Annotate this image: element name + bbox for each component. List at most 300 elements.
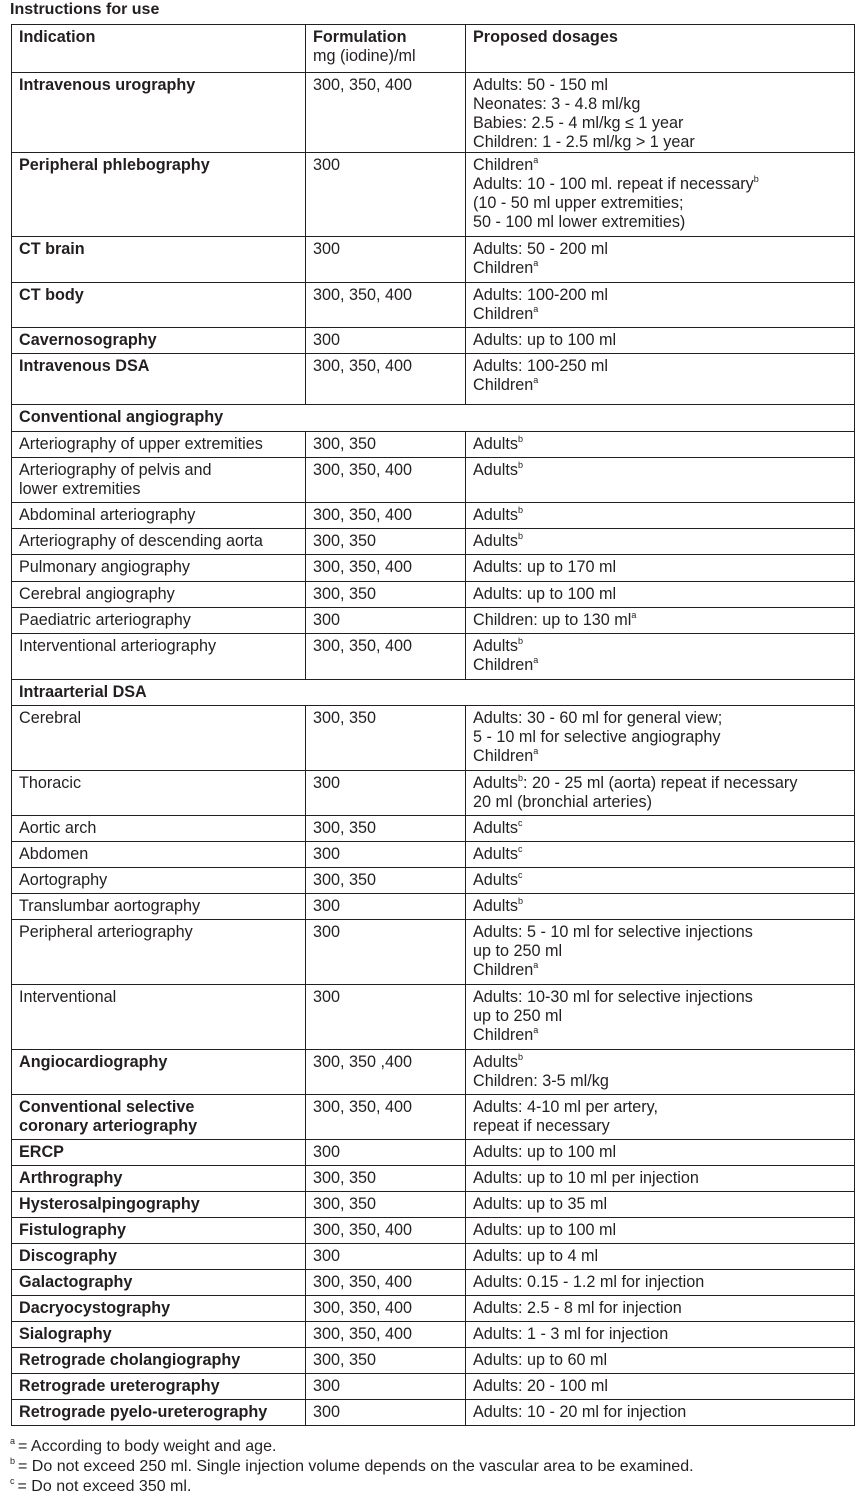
footnote-text: = Do not exceed 350 ml. — [17, 1478, 192, 1495]
indication-text: Intravenous urography — [19, 76, 196, 94]
dosage-cell — [466, 237, 855, 283]
formulation-cell — [306, 1140, 466, 1166]
dosage-line — [473, 558, 847, 577]
formulation-text: 300, 350 — [313, 435, 377, 453]
dosage-line — [473, 133, 847, 152]
formulation-cell — [306, 1244, 466, 1270]
dosage-text: Children — [473, 656, 534, 674]
dosage-text: Adults: up to 35 ml — [473, 1195, 608, 1213]
formulation-text: 300, 350, 400 — [313, 461, 413, 479]
formulation-text: 300, 350, 400 — [313, 1299, 413, 1317]
dosage-text: 5 - 10 ml for selective angiography — [473, 728, 721, 746]
formulation-text: 300 — [313, 1143, 341, 1161]
dosage-text: Children — [473, 1026, 534, 1044]
dosage-line — [473, 819, 847, 838]
dosage-line — [473, 747, 847, 766]
indication-cell — [12, 920, 306, 985]
footnote-marker: a — [533, 304, 539, 314]
dosage-line — [473, 194, 847, 213]
indication-text: Intravenous DSA — [19, 357, 150, 375]
dosage-line — [473, 259, 847, 278]
indication-text: Discography — [19, 1247, 118, 1265]
indication-text: CT brain — [19, 240, 85, 258]
formulation-cell — [306, 153, 466, 237]
table-row — [12, 328, 855, 354]
formulation-cell — [306, 354, 466, 405]
dosage-text: Children: 1 - 2.5 ml/kg > 1 year — [473, 133, 695, 151]
dosage-text: Adults: up to 100 ml — [473, 1221, 617, 1239]
dosage-cell — [466, 816, 855, 842]
table-row — [12, 458, 855, 503]
formulation-text: 300 — [313, 240, 341, 258]
dosage-text: Adults: 2.5 - 8 ml for injection — [473, 1299, 682, 1317]
indication-cell — [12, 529, 306, 555]
dosage-cell — [466, 771, 855, 816]
formulation-cell — [306, 1218, 466, 1244]
indication-text: Cavernosography — [19, 331, 157, 349]
footnote-marker: a — [631, 610, 637, 620]
dosage-line — [473, 709, 847, 728]
formulation-text: 300 — [313, 156, 341, 174]
formulation-cell — [306, 842, 466, 868]
formulation-cell — [306, 328, 466, 354]
dosage-line — [473, 357, 847, 376]
formulation-cell — [306, 1400, 466, 1426]
indication-cell — [12, 354, 306, 405]
table-row — [12, 771, 855, 816]
dosage-text: Adults: up to 100 ml — [473, 1143, 617, 1161]
indication-cell — [12, 868, 306, 894]
indication-cell — [12, 153, 306, 237]
indication-cell — [12, 771, 306, 816]
indication-text: Aortography — [19, 871, 108, 889]
formulation-text: 300 — [313, 331, 341, 349]
indication-text: Paediatric arteriography — [19, 611, 191, 629]
footnote — [10, 1477, 694, 1497]
formulation-text: 300, 350, 400 — [313, 1325, 413, 1343]
dosage-text: Adults — [473, 506, 518, 524]
table-row — [12, 634, 855, 680]
indication-text: Sialography — [19, 1325, 112, 1343]
table-row — [12, 1166, 855, 1192]
formulation-text: 300, 350, 400 — [313, 637, 413, 655]
dosage-line — [473, 1273, 847, 1292]
indication-cell — [12, 503, 306, 529]
header-dosage: Proposed dosages — [466, 25, 855, 73]
dosage-text: Adults — [473, 435, 518, 453]
formulation-text: 300, 350 — [313, 1351, 377, 1369]
formulation-cell — [306, 1050, 466, 1095]
table-row — [12, 73, 855, 153]
indication-cell — [12, 1322, 306, 1348]
footnote-marker: b — [518, 505, 524, 515]
formulation-text: 300, 350 ,400 — [313, 1053, 413, 1071]
formulation-cell — [306, 1348, 466, 1374]
table-row — [12, 608, 855, 634]
dosage-cell — [466, 842, 855, 868]
footnote-marker: b — [518, 531, 524, 541]
indication-cell — [12, 1374, 306, 1400]
dosage-text: Adults: up to 170 ml — [473, 558, 617, 576]
dosage-cell — [466, 1374, 855, 1400]
dosage-line — [473, 1026, 847, 1045]
dosage-text: Adults: 100-200 ml — [473, 286, 608, 304]
footnote-marker: a — [533, 258, 539, 268]
dosage-line — [473, 331, 847, 350]
indication-cell — [12, 1218, 306, 1244]
dosage-text: Adults: 10-30 ml for selective injections — [473, 988, 753, 1006]
formulation-cell — [306, 1192, 466, 1218]
table-row — [12, 1050, 855, 1095]
footnote-mark: c — [10, 1476, 15, 1486]
formulation-cell — [306, 458, 466, 503]
dosage-text: Adults: up to 60 ml — [473, 1351, 608, 1369]
dosage-line — [473, 156, 847, 175]
table-row — [12, 354, 855, 405]
dosage-line — [473, 114, 847, 133]
dosage-text: Adults — [473, 871, 518, 889]
table-row — [12, 1095, 855, 1140]
indication-cell — [12, 1095, 306, 1140]
dosage-line — [473, 656, 847, 675]
dosage-cell — [466, 1095, 855, 1140]
footnote-marker: b — [518, 636, 524, 646]
formulation-text: 300 — [313, 897, 341, 915]
formulation-cell — [306, 706, 466, 771]
dosage-text: Adults: 20 - 100 ml — [473, 1377, 608, 1395]
formulation-cell — [306, 985, 466, 1050]
section-row — [12, 405, 855, 432]
table-row — [12, 1296, 855, 1322]
table-header-row — [12, 25, 855, 73]
formulation-text: 300 — [313, 988, 341, 1006]
dosage-cell — [466, 1218, 855, 1244]
indication-text: Cerebral — [19, 709, 82, 727]
dosage-line — [473, 286, 847, 305]
formulation-cell — [306, 1166, 466, 1192]
dosage-text: Children — [473, 156, 534, 174]
formulation-text: 300 — [313, 923, 341, 941]
dosage-cell — [466, 985, 855, 1050]
dosage-line — [473, 461, 847, 480]
formulation-text: 300, 350, 400 — [313, 1098, 413, 1116]
formulation-cell — [306, 555, 466, 582]
formulation-cell — [306, 816, 466, 842]
dosage-line — [473, 923, 847, 942]
dosage-text: Adults: up to 10 ml per injection — [473, 1169, 699, 1187]
dosage-cell — [466, 432, 855, 458]
table-body — [12, 73, 855, 1426]
dosage-text: Adults — [473, 637, 518, 655]
dosage-text: Adults: up to 100 ml — [473, 585, 617, 603]
dosage-line — [473, 728, 847, 747]
dosage-cell — [466, 868, 855, 894]
table-row — [12, 842, 855, 868]
formulation-text: 300, 350, 400 — [313, 506, 413, 524]
dosage-line — [473, 76, 847, 95]
dosage-text: Children — [473, 259, 534, 277]
footnote-marker: a — [533, 746, 539, 756]
table-row — [12, 894, 855, 920]
formulation-cell — [306, 73, 466, 153]
formulation-text: 300, 350 — [313, 585, 377, 603]
dosage-line — [473, 961, 847, 980]
dosage-line — [473, 611, 847, 630]
indication-cell — [12, 634, 306, 680]
indication-text: CT body — [19, 286, 84, 304]
footnote-marker: c — [518, 870, 523, 880]
indication-text: Peripheral arteriography — [19, 923, 193, 941]
indication-cell — [12, 458, 306, 503]
dosage-text: Children — [473, 747, 534, 765]
table-row — [12, 1140, 855, 1166]
dosage-line — [473, 897, 847, 916]
formulation-cell — [306, 868, 466, 894]
dosage-table — [11, 24, 855, 1426]
formulation-text: 300, 350 — [313, 1169, 377, 1187]
dosage-line — [473, 1247, 847, 1266]
formulation-text: 300, 350, 400 — [313, 357, 413, 375]
indication-text: Abdominal arteriography — [19, 506, 196, 524]
dosage-text: Children — [473, 376, 534, 394]
formulation-cell — [306, 503, 466, 529]
formulation-cell — [306, 608, 466, 634]
formulation-cell — [306, 432, 466, 458]
dosage-text: Children — [473, 305, 534, 323]
footnote-text: = According to body weight and age. — [18, 1438, 277, 1455]
formulation-cell — [306, 529, 466, 555]
dosage-cell — [466, 1140, 855, 1166]
footnote-marker: a — [533, 155, 539, 165]
indication-cell — [12, 842, 306, 868]
footnote-marker: b — [518, 1052, 524, 1062]
dosage-cell — [466, 894, 855, 920]
dosage-text: Adults — [473, 532, 518, 550]
dosage-line — [473, 845, 847, 864]
indication-text: Cerebral angiography — [19, 585, 175, 603]
dosage-line — [473, 988, 847, 1007]
table-row — [12, 1322, 855, 1348]
indication-text: Aortic arch — [19, 819, 97, 837]
formulation-cell — [306, 1270, 466, 1296]
dosage-cell — [466, 328, 855, 354]
dosage-line — [473, 1143, 847, 1162]
dosage-line — [473, 585, 847, 604]
dosage-text: Children — [473, 961, 534, 979]
indication-text: Abdomen — [19, 845, 89, 863]
dosage-cell — [466, 73, 855, 153]
indication-text: lower extremities — [19, 480, 141, 498]
indication-cell — [12, 1166, 306, 1192]
indication-text: Conventional selective — [19, 1098, 195, 1116]
formulation-cell — [306, 1095, 466, 1140]
document-title: Instructions for use — [10, 1, 160, 18]
indication-cell — [12, 894, 306, 920]
dosage-text-suffix: : 20 - 25 ml (aorta) repeat if necessary — [523, 774, 798, 792]
dosage-cell — [466, 503, 855, 529]
dosage-line — [473, 506, 847, 525]
indication-text: Angiocardiography — [19, 1053, 168, 1071]
formulation-cell — [306, 634, 466, 680]
table-row — [12, 985, 855, 1050]
footnote-marker: a — [533, 1025, 539, 1035]
formulation-text: 300, 350 — [313, 871, 377, 889]
formulation-cell — [306, 771, 466, 816]
indication-cell — [12, 1270, 306, 1296]
header-indication: Indication — [12, 25, 306, 73]
table-row — [12, 920, 855, 985]
indication-text: Pulmonary angiography — [19, 558, 190, 576]
dosage-text: Adults: up to 100 ml — [473, 331, 617, 349]
dosage-line — [473, 1072, 847, 1091]
footnotes — [10, 1437, 694, 1497]
dosage-text: Adults: 4-10 ml per artery, — [473, 1098, 659, 1116]
indication-cell — [12, 608, 306, 634]
indication-text: Intraarterial DSA — [19, 683, 147, 701]
indication-cell — [12, 985, 306, 1050]
formulation-text: 300 — [313, 1377, 341, 1395]
table-row — [12, 1270, 855, 1296]
formulation-text: 300, 350 — [313, 1195, 377, 1213]
dosage-line — [473, 305, 847, 324]
indication-cell — [12, 1296, 306, 1322]
dosage-line — [473, 1351, 847, 1370]
indication-text: Dacryocystography — [19, 1299, 171, 1317]
table-row — [12, 283, 855, 328]
dosage-text: repeat if necessary — [473, 1117, 610, 1135]
dosage-text: Adults: 30 - 60 ml for general view; — [473, 709, 723, 727]
footnote-mark: a — [10, 1436, 16, 1446]
dosage-cell — [466, 1296, 855, 1322]
table-row — [12, 432, 855, 458]
indication-text: Interventional — [19, 988, 117, 1006]
indication-cell — [12, 405, 855, 432]
indication-text: Thoracic — [19, 774, 82, 792]
dosage-cell — [466, 1244, 855, 1270]
dosage-cell — [466, 706, 855, 771]
table-row — [12, 1244, 855, 1270]
dosage-text: Adults: 50 - 200 ml — [473, 240, 608, 258]
formulation-text: 300, 350 — [313, 532, 377, 550]
indication-text: Arteriography of upper extremities — [19, 435, 263, 453]
dosage-line — [473, 1221, 847, 1240]
dosage-line — [473, 1169, 847, 1188]
table-row — [12, 1400, 855, 1426]
dosage-line — [473, 1195, 847, 1214]
dosage-text: 20 ml (bronchial arteries) — [473, 793, 653, 811]
indication-text: Retrograde cholangiography — [19, 1351, 241, 1369]
dosage-text: Adults: 5 - 10 ml for selective injections — [473, 923, 753, 941]
indication-cell — [12, 1244, 306, 1270]
dosage-cell — [466, 582, 855, 608]
table-row — [12, 529, 855, 555]
dosage-cell — [466, 283, 855, 328]
dosage-cell — [466, 1166, 855, 1192]
indication-text: Galactography — [19, 1273, 133, 1291]
formulation-cell — [306, 1322, 466, 1348]
indication-cell — [12, 1050, 306, 1095]
indication-cell — [12, 816, 306, 842]
dosage-cell — [466, 1348, 855, 1374]
dosage-cell — [466, 529, 855, 555]
table-row — [12, 582, 855, 608]
footnote-marker: b — [518, 896, 524, 906]
formulation-text: 300 — [313, 845, 341, 863]
dosage-line — [473, 1377, 847, 1396]
dosage-text: up to 250 ml — [473, 1007, 563, 1025]
indication-text: Arteriography of pelvis and — [19, 461, 212, 479]
dosage-line — [473, 532, 847, 551]
indication-cell — [12, 328, 306, 354]
section-row — [12, 680, 855, 706]
dosage-text: Adults — [473, 461, 518, 479]
dosage-line — [473, 637, 847, 656]
table-row — [12, 237, 855, 283]
dosage-text: Neonates: 3 - 4.8 ml/kg — [473, 95, 641, 113]
footnote-marker: b — [753, 174, 759, 184]
dosage-line — [473, 1403, 847, 1422]
footnote-marker: c — [518, 818, 523, 828]
table-row — [12, 816, 855, 842]
formulation-text: 300, 350, 400 — [313, 286, 413, 304]
dosage-line — [473, 1325, 847, 1344]
indication-text: Retrograde ureterography — [19, 1377, 220, 1395]
table-row — [12, 153, 855, 237]
dosage-line — [473, 435, 847, 454]
indication-cell — [12, 1348, 306, 1374]
dosage-cell — [466, 1270, 855, 1296]
indication-cell — [12, 582, 306, 608]
table-row — [12, 503, 855, 529]
dosage-line — [473, 95, 847, 114]
indication-text: Interventional arteriography — [19, 637, 217, 655]
dosage-line — [473, 1007, 847, 1026]
indication-cell — [12, 706, 306, 771]
indication-cell — [12, 283, 306, 328]
dosage-line — [473, 1098, 847, 1117]
footnote — [10, 1457, 694, 1477]
indication-text: Fistulography — [19, 1221, 127, 1239]
dosage-line — [473, 1299, 847, 1318]
dosage-line — [473, 213, 847, 232]
dosage-line — [473, 1117, 847, 1136]
indication-cell — [12, 73, 306, 153]
dosage-text: Adults — [473, 845, 518, 863]
dosage-line — [473, 376, 847, 395]
dosage-text: Adults: 10 - 20 ml for injection — [473, 1403, 687, 1421]
indication-cell — [12, 1192, 306, 1218]
dosage-line — [473, 774, 847, 793]
dosage-text: Adults — [473, 897, 518, 915]
dosage-text: Adults: 10 - 100 ml. repeat if necessary — [473, 175, 754, 193]
dosage-text: Adults: 1 - 3 ml for injection — [473, 1325, 669, 1343]
dosage-line — [473, 793, 847, 812]
formulation-cell — [306, 1296, 466, 1322]
indication-text: Retrograde pyelo-ureterography — [19, 1403, 268, 1421]
formulation-text: 300, 350 — [313, 819, 377, 837]
footnote-marker: c — [518, 844, 523, 854]
dosage-cell — [466, 608, 855, 634]
indication-text: Translumbar aortography — [19, 897, 201, 915]
footnote-marker: a — [533, 960, 539, 970]
dosage-text: Babies: 2.5 - 4 ml/kg ≤ 1 year — [473, 114, 684, 132]
footnote-text: = Do not exceed 250 ml. Single injection volume depends on the vascular area to be examined. — [18, 1458, 694, 1475]
dosage-cell — [466, 1192, 855, 1218]
dosage-line — [473, 175, 847, 194]
table-row — [12, 868, 855, 894]
table-row — [12, 555, 855, 582]
footnote — [10, 1437, 694, 1457]
